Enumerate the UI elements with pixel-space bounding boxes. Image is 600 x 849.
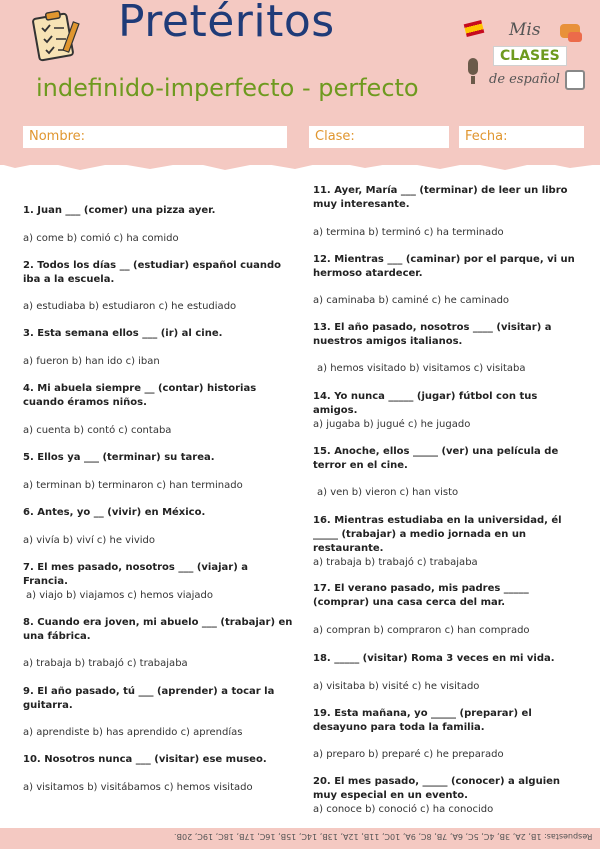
answer-key: Respuestas: 1B, 2A, 3B, 4C, 5C, 6A, 7B, 8C, 9A, 10C, 11B, 12A, 13B, 14C, 15B, 16C, 17B, 18C, 19C, 20B. [173, 832, 592, 841]
question-9: 9. El año pasado, tú ___ (aprender) a tocar la guitarra. [23, 686, 275, 711]
question-14: 14. Yo nunca _____ (jugar) fútbol con tus amigos. [313, 391, 538, 416]
options-8: a) trabaja b) trabajó c) trabajaba [23, 658, 188, 669]
options-16: a) trabaja b) trabajó c) trabajaba [313, 557, 478, 568]
question-19: 19. Esta mañana, yo _____ (preparar) el desayuno para toda la familia. [313, 708, 532, 733]
question-20: 20. El mes pasado, _____ (conocer) a alguien muy especial en un evento. [313, 776, 561, 801]
question-1: 1. Juan ___ (comer) una pizza ayer. [23, 205, 216, 216]
page-title: Pretéritos [118, 0, 335, 47]
options-18: a) visitaba b) visité c) he visitado [313, 681, 480, 692]
notepad-icon [565, 70, 585, 90]
question-10: 10. Nosotros nunca ___ (visitar) ese museo. [23, 754, 267, 765]
options-12: a) caminaba b) caminé c) he caminado [313, 295, 510, 306]
options-1: a) come b) comió c) ha comido [23, 233, 179, 244]
question-7: 7. El mes pasado, nosotros ___ (viajar) a Francia. [23, 562, 249, 587]
options-11: a) termina b) terminó c) ha terminado [313, 227, 504, 238]
options-4: a) cuenta b) contó c) contaba [23, 425, 172, 436]
torn-paper-edge [0, 150, 600, 180]
options-2: a) estudiaba b) estudiaron c) he estudiado [23, 301, 237, 312]
question-8: 8. Cuando era joven, mi abuelo ___ (trabajar) en una fábrica. [23, 617, 293, 642]
nombre-field[interactable]: Nombre: [23, 126, 287, 148]
question-15: 15. Anoche, ellos _____ (ver) una película de terror en el cine. [313, 446, 559, 471]
chat-bubble-icon [568, 32, 582, 42]
options-6: a) vivía b) viví c) he vivido [23, 535, 156, 546]
options-20: a) conoce b) conoció c) ha conocido [313, 804, 494, 815]
question-17: 17. El verano pasado, mis padres _____ (comprar) una casa cerca del mar. [313, 583, 529, 608]
options-14: a) jugaba b) jugué c) he jugado [313, 419, 471, 430]
question-3: 3. Esta semana ellos ___ (ir) al cine. [23, 328, 223, 339]
options-13: a) hemos visitado b) visitamos c) visitaba [317, 363, 526, 374]
question-12: 12. Mientras ___ (caminar) por el parque, vi un hermoso atardecer. [313, 254, 575, 279]
microphone-icon [468, 58, 478, 75]
options-10: a) visitamos b) visitábamos c) hemos visitado [23, 782, 253, 793]
options-7: a) viajo b) viajamos c) hemos viajado [26, 590, 214, 601]
options-3: a) fueron b) han ido c) iban [23, 356, 160, 367]
question-2: 2. Todos los días __ (estudiar) español cuando iba a la escuela. [23, 260, 282, 285]
question-16: 16. Mientras estudiaba en la universidad, él _____ (trabajar) a medio jornada en un restaurante. [313, 515, 562, 554]
spain-flag-icon [464, 20, 485, 37]
options-9: a) aprendiste b) has aprendido c) aprendías [23, 727, 243, 738]
clipboard-checklist-icon [30, 8, 82, 62]
fecha-field[interactable]: Fecha: [459, 126, 584, 148]
question-11: 11. Ayer, María ___ (terminar) de leer un libro muy interesante. [313, 185, 568, 210]
mis-clases-logo: Mis CLASES de español [465, 18, 585, 103]
options-19: a) preparo b) preparé c) he preparado [313, 749, 504, 760]
question-18: 18. _____ (visitar) Roma 3 veces en mi vida. [313, 653, 555, 664]
options-17: a) compran b) compraron c) han comprado [313, 625, 530, 636]
question-4: 4. Mi abuela siempre __ (contar) historias cuando éramos niños. [23, 383, 257, 408]
question-5: 5. Ellos ya ___ (terminar) su tarea. [23, 452, 215, 463]
options-5: a) terminan b) terminaron c) han terminado [23, 480, 243, 491]
answer-key-footer [0, 828, 600, 849]
question-6: 6. Antes, yo __ (vivir) en México. [23, 507, 206, 518]
options-15: a) ven b) vieron c) han visto [317, 487, 459, 498]
page-subtitle: indefinido-imperfecto - perfecto [36, 74, 419, 102]
clase-field[interactable]: Clase: [309, 126, 449, 148]
question-13: 13. El año pasado, nosotros ____ (visitar) a nuestros amigos italianos. [313, 322, 552, 347]
